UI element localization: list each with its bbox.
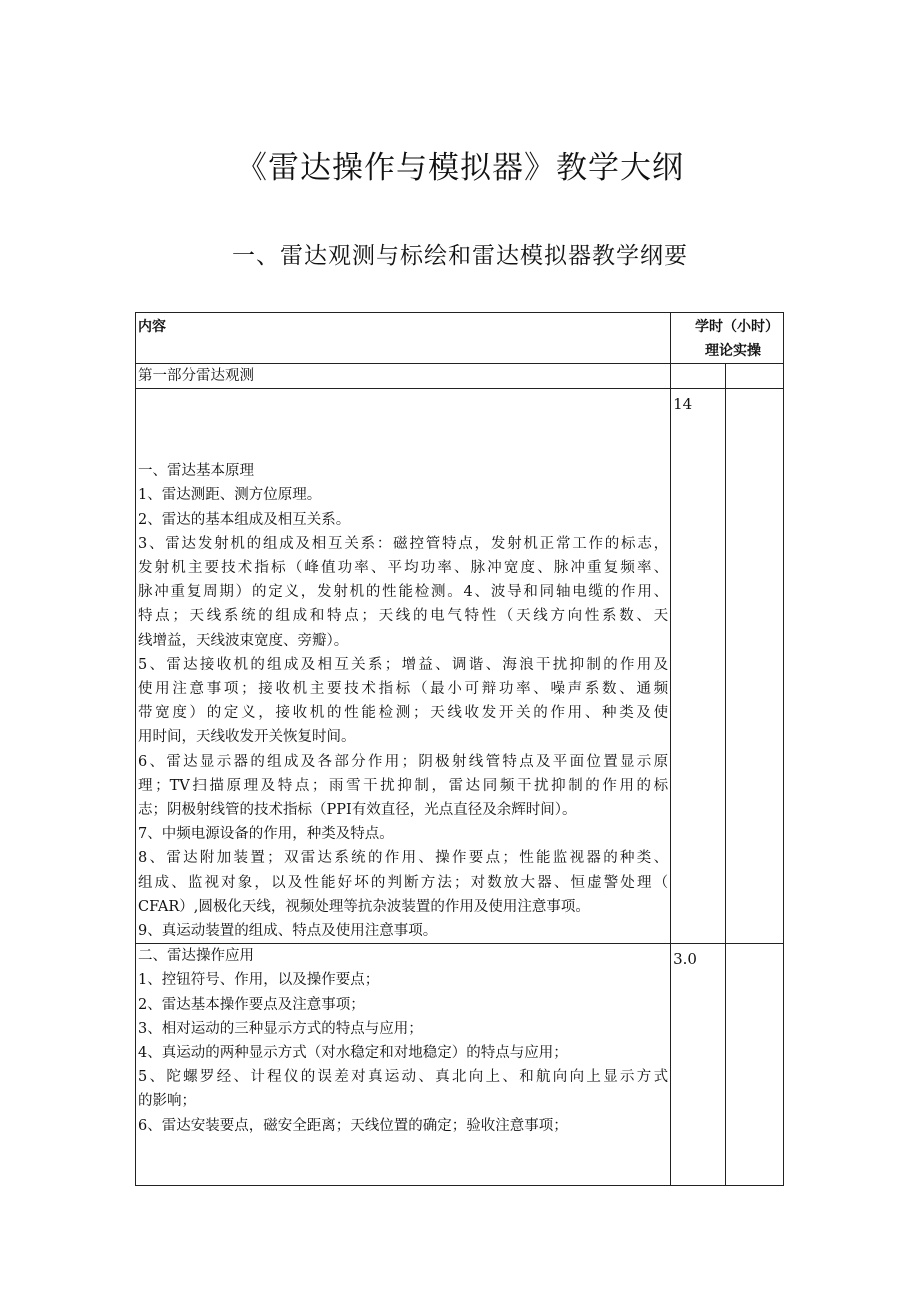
content-line: 发射机主要技术指标（峰值功率、平均功率、脉冲宽度、脉冲重复频率、	[138, 560, 669, 577]
content-header-label: 内容	[138, 319, 166, 335]
content-line: 一、雷达基本原理	[138, 463, 254, 480]
theory-hours-cell	[671, 944, 725, 1186]
content-line: 志；阴极射线管的技术指标（PPI有效直径，光点直径及余辉时间）。	[138, 802, 577, 819]
content-line: CFAR）,圆极化天线，视频处理等抗杂波装置的作用及使用注意事项。	[138, 898, 590, 915]
table-row	[136, 389, 784, 944]
content-line: 5、雷达接收机的组成及相互关系；增益、调谐、海浪干扰抑制的作用及	[138, 656, 669, 673]
content-line: 的影响；	[138, 1093, 196, 1110]
content-line: 用时间，天线收发开关恢复时间。	[138, 729, 356, 746]
content-line: 9、真运动装置的组成、特点及使用注意事项。	[138, 923, 438, 940]
content-header-cell	[136, 313, 671, 364]
section-lines	[138, 459, 668, 943]
document-title: 《雷达操作与模拟器》教学大纲	[236, 150, 684, 186]
content-line: 使用注意事项；接收机主要技术指标（最小可辩功率、噪声系数、通频	[138, 681, 669, 698]
section-content-cell	[136, 944, 671, 1186]
hours-header-label: 学时（小时）	[695, 319, 779, 335]
theory-hours: 14	[673, 395, 693, 414]
content-line: 8、雷达附加装置；双雷达系统的作用、操作要点；性能监视器的种类、	[138, 850, 669, 867]
content-line: 1、雷达测距、测方位原理。	[138, 487, 322, 504]
content-line: 1、控钮符号、作用，以及操作要点；	[138, 972, 380, 989]
empty-cell	[725, 364, 783, 389]
section-lines	[138, 944, 668, 1138]
content-line: 2、雷达基本操作要点及注意事项；	[138, 996, 365, 1013]
content-line: 组成、监视对象，以及性能好坏的判断方法；对数放大器、恒虚警处理（	[138, 874, 669, 891]
content-line: 7、中频电源设备的作用，种类及特点。	[138, 826, 394, 843]
section-title: 一、雷达观测与标绘和雷达模拟器教学纲要	[232, 243, 688, 269]
empty-cell	[671, 364, 725, 389]
content-line: 4、真运动的两种显示方式（对水稳定和对地稳定）的特点与应用；	[138, 1045, 568, 1062]
content-line: 特点；天线系统的组成和特点；天线的电气特性（天线方向性系数、天	[138, 608, 669, 625]
content-line: 脉冲重复周期）的定义，发射机的性能检测。4、波导和同轴电缆的作用、	[138, 584, 669, 601]
content-line: 3、雷达发射机的组成及相互关系：磁控管特点，发射机正常工作的标志，	[138, 535, 669, 552]
content-line: 3、相对运动的三种显示方式的特点与应用；	[138, 1020, 423, 1037]
theory-hours: 3.0	[673, 950, 697, 969]
table-row	[136, 364, 784, 389]
content-line: 2、雷达的基本组成及相互关系。	[138, 511, 351, 528]
syllabus-table	[135, 312, 784, 1186]
content-line: 6、雷达显示器的组成及各部分作用；阴极射线管特点及平面位置显示原	[138, 753, 669, 770]
part-title: 第一部分雷达观测	[138, 368, 254, 384]
table-row	[136, 944, 784, 1186]
content-line: 理；TV扫描原理及特点；雨雪干扰抑制，雷达同频干扰抑制的作用的标	[138, 777, 669, 794]
content-line: 6、雷达安装要点，磁安全距离；天线位置的确定；验收注意事项；	[138, 1117, 568, 1134]
practice-hours-cell	[725, 944, 783, 1186]
content-line: 带宽度）的定义，接收机的性能检测；天线收发开关的作用、种类及使	[138, 705, 669, 722]
practice-hours-cell	[725, 389, 783, 944]
hours-subheader-label: 理论实操	[705, 343, 761, 359]
content-line: 二、雷达操作应用	[138, 948, 254, 965]
hours-header-cell	[671, 313, 784, 364]
content-line: 5、陀螺罗经、计程仪的误差对真运动、真北向上、和航向向上显示方式	[138, 1069, 669, 1086]
table-header-row	[136, 313, 784, 364]
section-content-cell	[136, 389, 671, 944]
content-line: 线增益，天线波束宽度、旁瓣）。	[138, 632, 349, 649]
theory-hours-cell	[671, 389, 725, 944]
part-title-cell	[136, 364, 671, 389]
